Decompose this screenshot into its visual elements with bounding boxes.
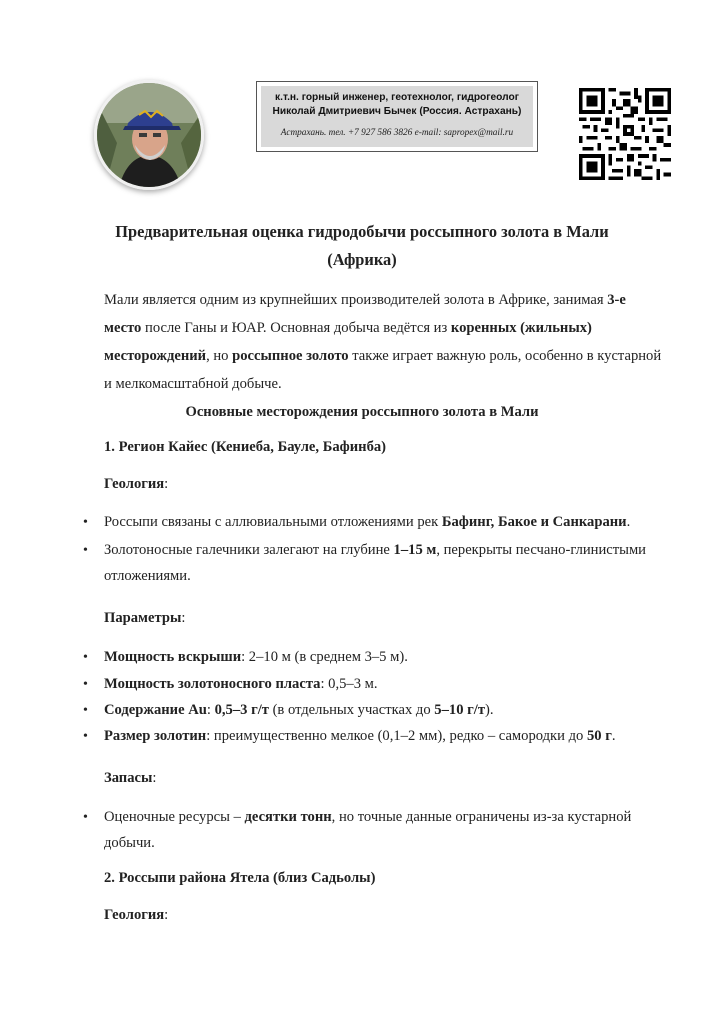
region1-param-1 [104,647,408,667]
item-text: (в отдельных участках до [268,702,435,718]
region1-geology-item-2-cont: отложениями. [104,568,191,584]
region1-geology-item-2 [104,540,646,560]
author-card [256,81,538,152]
intro-line-3 [104,342,664,370]
region1-geology-label [104,474,168,494]
qr-code[interactable] [579,88,671,180]
item-text: : преимущественно мелкое (0,1–2 мм), редко – самородки до [206,728,587,744]
bullet-icon [83,701,88,721]
bullet-icon [83,808,88,828]
label-text: Геология [104,907,165,923]
intro-text: после Ганы и ЮАР. Основная добыча ведётся из [141,320,451,336]
label-text: Запасы [104,770,153,786]
author-contact[interactable]: Астрахань. тел. +7 927 586 3826 e-mail: sapropex@mail.ru [280,128,514,138]
item-text: , перекрыты песчано-глинистыми [436,542,646,558]
item-bold: Мощность золотоносного пласта [104,676,321,692]
item-text: , но точные данные ограничены из-за кустарной [331,809,632,825]
region1-reserves-item [104,807,631,827]
item-text: . [611,728,616,744]
item-text: Россыпи связаны с аллювиальными отложениями рек [104,514,442,530]
label-colon: : [164,907,169,923]
intro-bold: россыпное золото [232,348,349,364]
item-text: Оценочные ресурсы – [104,809,245,825]
bullet-icon [83,648,88,668]
item-text: : [206,702,215,718]
document-title [14,218,710,274]
label-text: Геология [104,476,165,492]
bullet-icon [83,541,88,561]
intro-text: также играет важную роль, особенно в кустарной [348,348,662,364]
document-title-line1: Предварительная оценка гидродобычи россыпного золота в Мали [115,222,609,241]
item-bold: 1–15 м [393,542,437,558]
item-bold: Размер золотин [104,728,207,744]
intro-bold: коренных (жильных) [450,320,592,336]
region2-geology-label [104,905,168,925]
bullet-icon [83,513,88,533]
item-text: . [626,514,631,530]
label-colon: : [152,770,157,786]
document-title-line2: (Африка) [327,250,397,269]
region1-geology-item-1 [104,512,630,532]
item-text: : 0,5–3 м. [320,676,378,692]
region2-heading: 2. Россыпи района Ятела (близ Садьолы) [104,870,376,886]
region1-param-3 [104,700,494,720]
label-colon: : [181,610,186,626]
intro-line-1 [104,286,664,314]
item-bold: десятки тонн [244,809,332,825]
intro-line-2 [104,314,664,342]
item-text: Золотоносные галечники залегают на глубине [104,542,394,558]
section-heading: Основные месторождения россыпного золота в Мали [185,404,539,420]
region1-heading: 1. Регион Кайес (Кениеба, Бауле, Бафинба) [104,439,387,455]
intro-paragraph [104,286,664,398]
bullet-icon [83,727,88,747]
item-text: : 2–10 м (в среднем 3–5 м). [241,649,408,665]
region1-reserves-item-cont: добычи. [104,835,155,851]
author-name: Николай Дмитриевич Бычек (Россия. Астрахань) [272,106,522,117]
region1-param-4 [104,726,616,746]
region1-param-2 [104,674,378,694]
item-bold: Бафинг, Бакое и Санкарани [441,514,627,530]
item-text: ). [484,702,494,718]
intro-bold: место [104,320,142,336]
label-text: Параметры [104,610,182,626]
item-bold: 0,5–3 г/т [214,702,269,718]
author-credentials: к.т.н. горный инженер, геотехнолог, гидрогеолог [275,92,519,103]
item-bold: Мощность вскрыши [104,649,242,665]
bullet-icon [83,675,88,695]
item-bold: Содержание Au [104,702,207,718]
region1-params-label [104,608,185,628]
region1-reserves-label [104,768,156,788]
item-bold: 50 г [586,728,612,744]
intro-text: Мали является одним из крупнейших производителей золота в Африке, занимая [104,292,608,308]
author-photo [94,80,204,190]
item-bold: 5–10 г/т [434,702,485,718]
intro-text: , но [206,348,233,364]
intro-bold: 3-е [607,292,626,308]
intro-line-4: и мелкомасштабной добыче. [104,376,282,392]
intro-bold: месторождений [104,348,207,364]
label-colon: : [164,476,169,492]
